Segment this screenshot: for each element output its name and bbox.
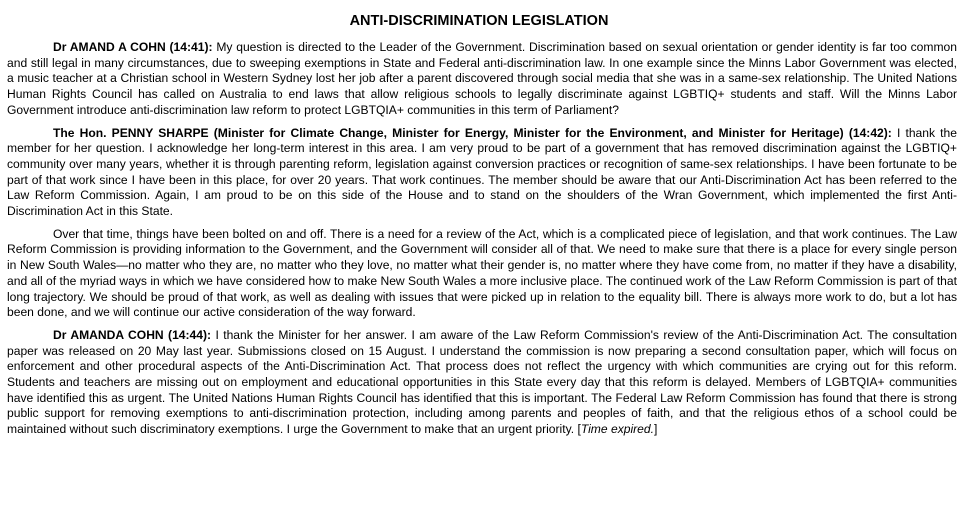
speaker-name: Dr AMAND A COHN (14:41): <box>53 40 213 54</box>
time-expired-note: Time expired. <box>580 422 654 437</box>
paragraph-text: Over that time, things have been bolted on and off. There is a need for a review of the Act, which is a complicated piece of legislation, and that work continues. The Law Reform Commission is providing information to the Government, and the Government will consider all of that. We need to make sure that there is a place for every single person in New South Wales—no matter who they are, no matter who they love, no matter what their gender is, no matter where they have come from, no matter if they have a disability, and all of the myriad ways in which we have considered how to make New South Wales a more inclusive place. The continued work of the Law Reform Commission is part of that long trajectory. We should be proud of that work, as well as dealing with issues that were picked up in relation to the equality bill. There is always more work to do, but a lot has been done, and we will continue our active consideration of the way forward. <box>7 226 957 320</box>
page-title: ANTI-DISCRIMINATION LEGISLATION <box>349 13 609 29</box>
paragraph-text: I thank the member for her question. I acknowledge her long-term interest in this area. I am very proud to be part of a government that has removed discrimination against the LGBTIQ+ community over many years, whether it is through parenting reform, legislation against conversion practices or recognition of same-sex relationships. I have been fortunate to be part of that work since I have been in this place, for over 20 years. That work continues. The member should be aware that our Anti-Discrimination Act has been referred to the Law Reform Commission. Again, I am proud to be on this side of the House and to stand on the shoulders of the Wran Government, which implemented the first Anti-Discrimination Act in this State. <box>7 125 957 219</box>
closing-bracket: ] <box>654 422 658 437</box>
speaker-name: The Hon. PENNY SHARPE (Minister for Climate Change, Minister for Energy, Minister for the Environment, and Minister for Heritage) (14:42): <box>53 125 892 140</box>
answer-paragraph <box>7 126 957 220</box>
speaker-name: Dr AMANDA COHN (14:44): <box>53 327 212 342</box>
paragraph-text: I thank the Minister for her answer. I am aware of the Law Reform Commission's review of the Anti-Discrimination Act. The consultation paper was released on 20 May last year. Submissions closed on 15 August. I understand the commission is now preparing a second consultation paper, which will focus on enforcement and other procedural aspects of the Anti-Discrimination Act. That process does not reflect the urgency with which communities are crying out for this reform. Students and teachers are missing out on employment and educational opportunities in this State every day that this reform is delayed. Members of LGBTQIA+ communities have identified this as urgent. The United Nations Human Rights Council has identified that this is important. The Federal Law Reform Commission has found that there is strong public support for removing exemptions to anti-discrimination protection, including among parents and peoples of faith, and that the religious ethos of a school could be maintained without such discriminatory exemptions. I urge the Government to make that an urgent priority. [ <box>7 327 957 437</box>
supplementary-question-paragraph <box>7 328 957 438</box>
answer-continuation-paragraph <box>7 227 957 321</box>
question-paragraph <box>7 40 957 119</box>
paragraph-text: My question is directed to the Leader of the Government. Discrimination based on sexual orientation or gender identity is far too common and still legal in many circumstances, due to sweeping exemptions in State and Federal anti-discrimination law. In one example since the Minns Labor Government was elected, a music teacher at a Christian school in Western Sydney lost her job after a parent discovered through social media that she was in a same-sex relationship. The United Nations Human Rights Council has called on Australia to end laws that allow religious schools to legally discriminate against LGBTIQ+ students and staff. Will the Minns Labor Government introduce anti-discrimination law reform to protect LGBTQIA+ communities in this term of Parliament? <box>7 40 957 117</box>
